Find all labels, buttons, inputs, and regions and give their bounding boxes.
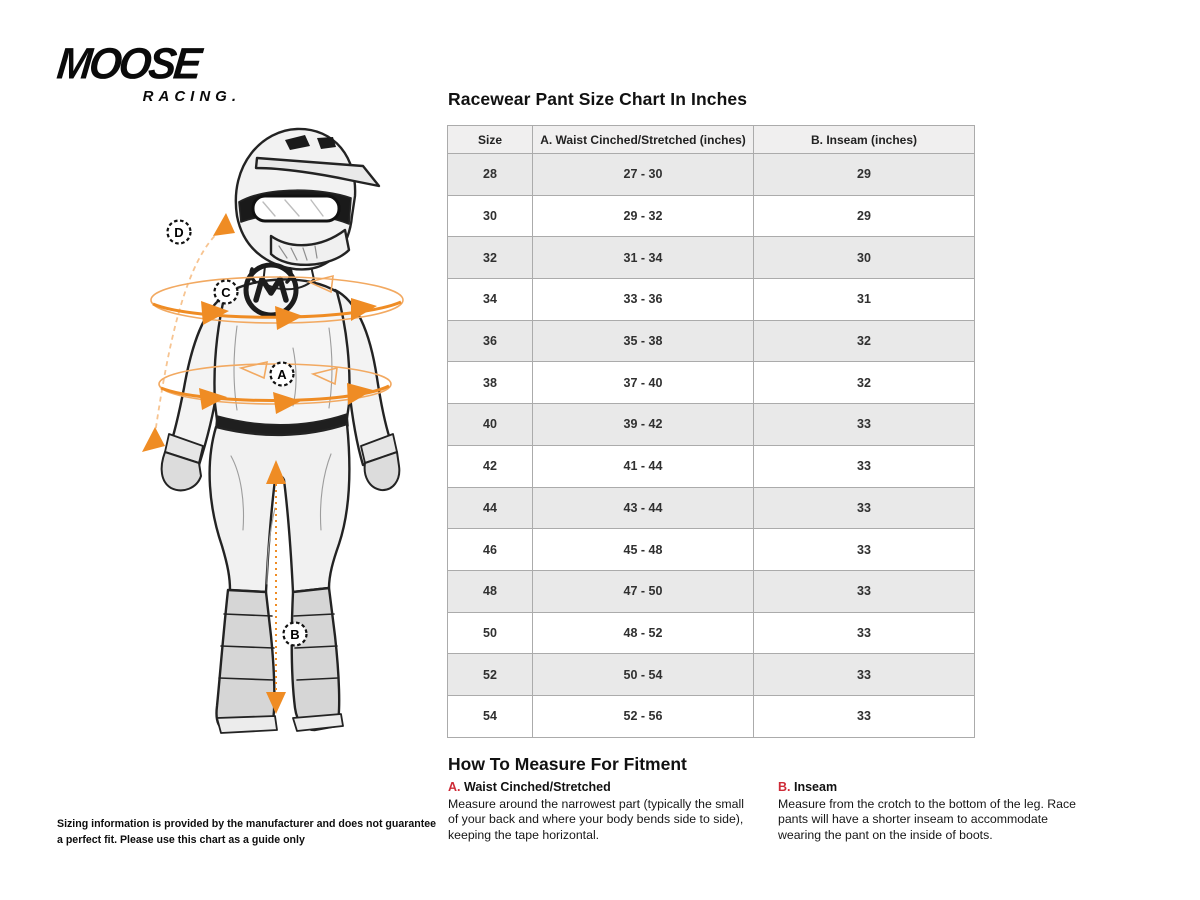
table-cell: 32 [754,362,975,404]
table-cell: 52 [448,654,533,696]
motocross-rider-drawing [125,116,425,750]
marker-a-label: A [277,367,287,382]
table-cell: 29 [754,154,975,196]
table-cell: 34 [448,279,533,321]
table-cell: 33 [754,529,975,571]
table-cell: 38 [448,362,533,404]
table-cell: 50 - 54 [533,654,754,696]
marker-d-label: D [174,225,184,240]
table-cell: 40 [448,404,533,446]
marker-b [284,623,307,646]
table-cell: 48 [448,570,533,612]
table-cell: 27 - 30 [533,154,754,196]
section-a-letter: A. [448,780,461,794]
table-cell: 42 [448,445,533,487]
table-row [448,237,975,279]
table-row [448,154,975,196]
table-cell: 41 - 44 [533,445,754,487]
section-b-heading [778,780,1090,794]
marker-d [168,221,191,244]
how-to-section-waist [448,780,753,843]
column-header-size: Size [448,126,533,154]
table-row [448,279,975,321]
table-cell: 36 [448,320,533,362]
table-cell: 45 - 48 [533,529,754,571]
table-row [448,487,975,529]
table-cell: 43 - 44 [533,487,754,529]
marker-b-label: B [290,627,300,642]
section-b-text: Measure from the crotch to the bottom of the leg. Race pants will have a shorter inseam to accommodate wearing the pant on the inside of boots. [778,797,1077,842]
table-cell: 29 [754,195,975,237]
table-cell: 33 [754,570,975,612]
table-cell: 30 [448,195,533,237]
table-cell: 54 [448,695,533,737]
section-b-label: Inseam [793,780,838,794]
rider-illustration [125,116,425,750]
table-cell: 50 [448,612,533,654]
table-cell: 31 [754,279,975,321]
logo-racing-text: RACING. [142,88,241,105]
size-table-body [448,154,975,738]
table-cell: 33 [754,695,975,737]
table-row [448,195,975,237]
table-row [448,445,975,487]
table-row [448,695,975,737]
table-cell: 33 [754,487,975,529]
marker-c-label: C [221,285,231,300]
moose-racing-logo [54,38,255,105]
table-cell: 33 [754,404,975,446]
table-row [448,654,975,696]
table-cell: 32 [754,320,975,362]
table-row [448,570,975,612]
table-cell: 28 [448,154,533,196]
section-a-heading [448,780,753,794]
size-chart-table [447,125,975,738]
table-row [448,529,975,571]
table-cell: 48 - 52 [533,612,754,654]
table-row [448,404,975,446]
size-chart-title: Racewear Pant Size Chart In Inches [448,89,748,109]
column-header-waist: A. Waist Cinched/Stretched (inches) [533,126,754,154]
table-row [448,612,975,654]
marker-c [215,281,238,304]
table-cell: 33 [754,612,975,654]
table-cell: 52 - 56 [533,695,754,737]
table-cell: 33 - 36 [533,279,754,321]
how-to-section-inseam [778,780,1090,843]
table-cell: 47 - 50 [533,570,754,612]
section-a-text: Measure around the narrowest part (typically the small of your back and where your body bends side to side), keeping the tape horizontal. [448,797,744,842]
table-cell: 33 [754,445,975,487]
table-header-row [448,126,975,154]
sizing-disclaimer: Sizing information is provided by the manufacturer and does not guarantee a perfect fit. Please use this chart as a guide only [57,818,437,846]
table-row [448,320,975,362]
table-cell: 46 [448,529,533,571]
table-cell: 30 [754,237,975,279]
table-cell: 44 [448,487,533,529]
how-to-measure-title: How To Measure For Fitment [448,754,687,774]
marker-a [271,363,294,386]
section-a-label: Waist Cinched/Stretched [463,780,611,794]
column-header-inseam: B. Inseam (inches) [754,126,975,154]
table-cell: 39 - 42 [533,404,754,446]
table-cell: 37 - 40 [533,362,754,404]
logo-moose-text: MOOSE [54,38,202,89]
table-row [448,362,975,404]
table-cell: 31 - 34 [533,237,754,279]
table-cell: 35 - 38 [533,320,754,362]
table-cell: 32 [448,237,533,279]
table-cell: 29 - 32 [533,195,754,237]
table-cell: 33 [754,654,975,696]
section-b-letter: B. [778,780,791,794]
